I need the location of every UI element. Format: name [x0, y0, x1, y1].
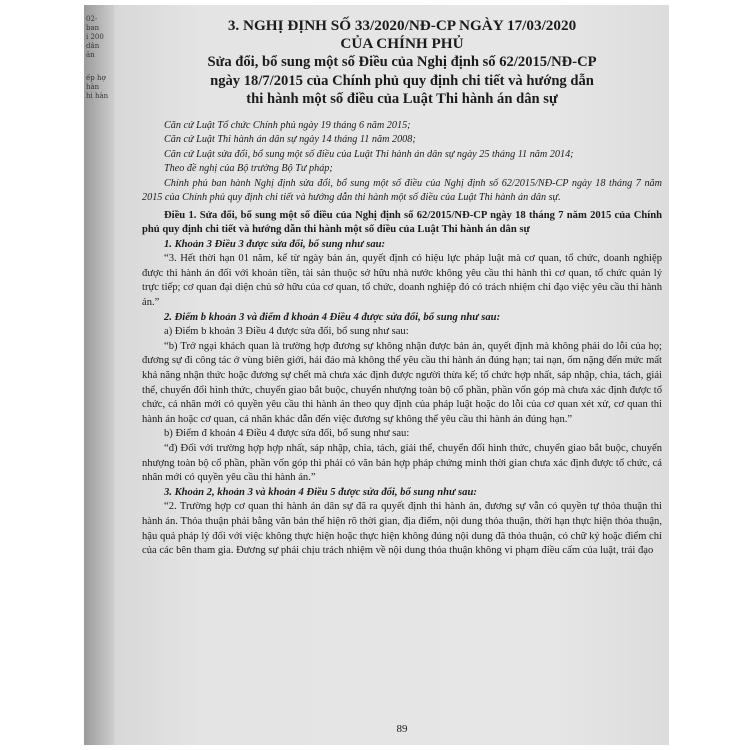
- decree-subtitle-line: ngày 18/7/2015 của Chính phủ quy định chi tiết và hướng dẫn: [210, 72, 594, 89]
- item-1-text: “3. Hết thời hạn 01 năm, kể từ ngày bản án, quyết định có hiệu lực pháp luật mà cơ quan, tổ chức, doanh nghiệp được thi hành án đối với khoản tiền, tài sản thuộc sở hữu nhà nước không yêu cầu thi hành thì cơ quan, tổ chức quản lý trực tiếp; cơ quan đại diện chủ sở hữu của cơ quan, tổ chức, doanh nghiệp đó có trách nhiệm chỉ đạo việc yêu cầu thi hành án.”: [142, 253, 662, 309]
- prev-fragment-line: dẫn: [86, 42, 100, 50]
- item-2a-heading: a) Điểm b khoản 3 Điều 4 được sửa đổi, bổ sung như sau:: [164, 326, 409, 338]
- item-1-heading: 1. Khoản 3 Điều 3 được sửa đổi, bổ sung như sau:: [164, 238, 386, 250]
- item-2b-heading: b) Điểm đ khoản 4 Điều 4 được sửa đổi, bổ sung như sau:: [164, 428, 410, 440]
- decree-issuer: CỦA CHÍNH PHỦ: [340, 35, 464, 52]
- item-3-heading: 3. Khoản 2, khoản 3 và khoản 4 Điều 5 được sửa đổi, bổ sung như sau:: [164, 486, 477, 498]
- preamble-line: Theo đề nghị của Bộ trưởng Bộ Tư pháp;: [164, 163, 333, 174]
- preamble-line: Căn cứ Luật Tổ chức Chính phủ ngày 19 tháng 6 năm 2015;: [164, 119, 411, 131]
- preamble-line: Căn cứ Luật Thi hành án dân sự ngày 14 tháng 11 năm 2008;: [164, 134, 416, 145]
- item-3-text: “2. Trường hợp cơ quan thi hành án dân sự đã ra quyết định thi hành án, đương sự vẫn có quyền tự thỏa thuận thi hành án. Thỏa thuận phải bằng văn bản thể hiện rõ thời gian, địa điểm, nội dung thỏa thuận, thời hạn thực hiện thỏa thuận, hậu quả pháp lý đối với việc không thực hiện hoặc thực hiện không đúng nội dung đã thỏa thuận, có chữ ký hoặc điểm chỉ của các bên tham gia. Đương sự phải chịu trách nhiệm về nội dung thỏa thuận không vi phạm điều cấm của luật, trái đạo: [142, 501, 662, 557]
- prev-fragment-line: hi hàn: [86, 92, 109, 100]
- prev-fragment-line: hàn: [86, 83, 100, 91]
- decree-subtitle-line: Sửa đổi, bổ sung một số Điều của Nghị định số 62/2015/NĐ-CP: [207, 54, 597, 70]
- decree-title: 3. NGHỊ ĐỊNH SỐ 33/2020/NĐ-CP NGÀY 17/03/2020: [227, 17, 577, 34]
- prev-fragment-line: ếp hợ: [86, 74, 106, 82]
- preamble-line: Chính phủ ban hành Nghị định sửa đổi, bổ sung một số điều của Nghị định số 62/2015/NĐ-CP ngày 18 tháng 7 năm 2015 của Chính phủ quy định chi tiết và hướng dẫn thi hành một số điều của Luật Thi hành án dân sự.: [142, 177, 662, 203]
- article-1-heading: Điều 1. Sửa đổi, bổ sung một số điều của Nghị định số 62/2015/NĐ-CP ngày 18 tháng 7 năm 2015 của Chính phủ quy định chi tiết và hướng dẫn thi hành một số điều của Luật Thi hành án dân sự: [142, 209, 662, 236]
- prev-fragment-line: i 200: [86, 33, 104, 41]
- prev-fragment-line: ăn: [86, 51, 95, 59]
- prev-fragment-line: ban: [86, 24, 100, 32]
- document-page: [142, 15, 662, 735]
- decree-subtitle-line: thi hành một số điều của Luật Thi hành án dân sự: [246, 91, 558, 107]
- item-2b-text: “đ) Đối với trường hợp hợp nhất, sáp nhập, chia, tách, giải thể, chuyển đổi hình thức, chuyển giao bắt buộc, chuyển nhượng toàn bộ cổ phần, phần vốn góp thì phải có văn bản hợp pháp chứng minh thời gian chưa xác định được tổ chức, cá nhân mới có quyền yêu cầu thi hành án.”: [142, 443, 662, 484]
- item-2a-text: “b) Trở ngại khách quan là trường hợp đương sự không nhận được bản án, quyết định mà không phải do lỗi của họ; đương sự đi công tác ở vùng biên giới, hải đảo mà không thể yêu cầu thi hành án đúng hạn; tai nạn, ốm nặng đến mức mất khả năng nhận thức hoặc đương sự chết mà chưa xác định được người thừa kế; tổ chức hợp nhất, sáp nhập, chia, tách, giải thể, chuyển đổi hình thức, chuyển giao bắt buộc, chuyển nhượng toàn bộ cổ phần, phần vốn góp mà chưa xác định được tổ chức, cá nhân mới có quyền yêu cầu thi hành án theo quy định của pháp luật hoặc do lỗi của cơ quan xét xử, cơ quan thi hành án hoặc cơ quan, cá nhân khác dẫn đến việc đương sự không thể yêu cầu thi hành án đúng hạn.”: [142, 340, 662, 425]
- item-2-heading: 2. Điểm b khoản 3 và điểm đ khoản 4 Điều 4 được sửa đổi, bổ sung như sau:: [164, 311, 501, 323]
- book-gutter: [84, 5, 114, 745]
- preamble-line: Căn cứ Luật sửa đổi, bổ sung một số điều của Luật Thi hành án dân sự ngày 25 tháng 11 năm 2014;: [164, 148, 574, 160]
- previous-page-fragment: [86, 15, 110, 101]
- book-page-photo: [84, 5, 669, 745]
- page-number: 89: [396, 723, 408, 735]
- document-body: [142, 209, 662, 559]
- prev-fragment-line: 02-: [86, 15, 98, 23]
- preamble: [142, 119, 662, 206]
